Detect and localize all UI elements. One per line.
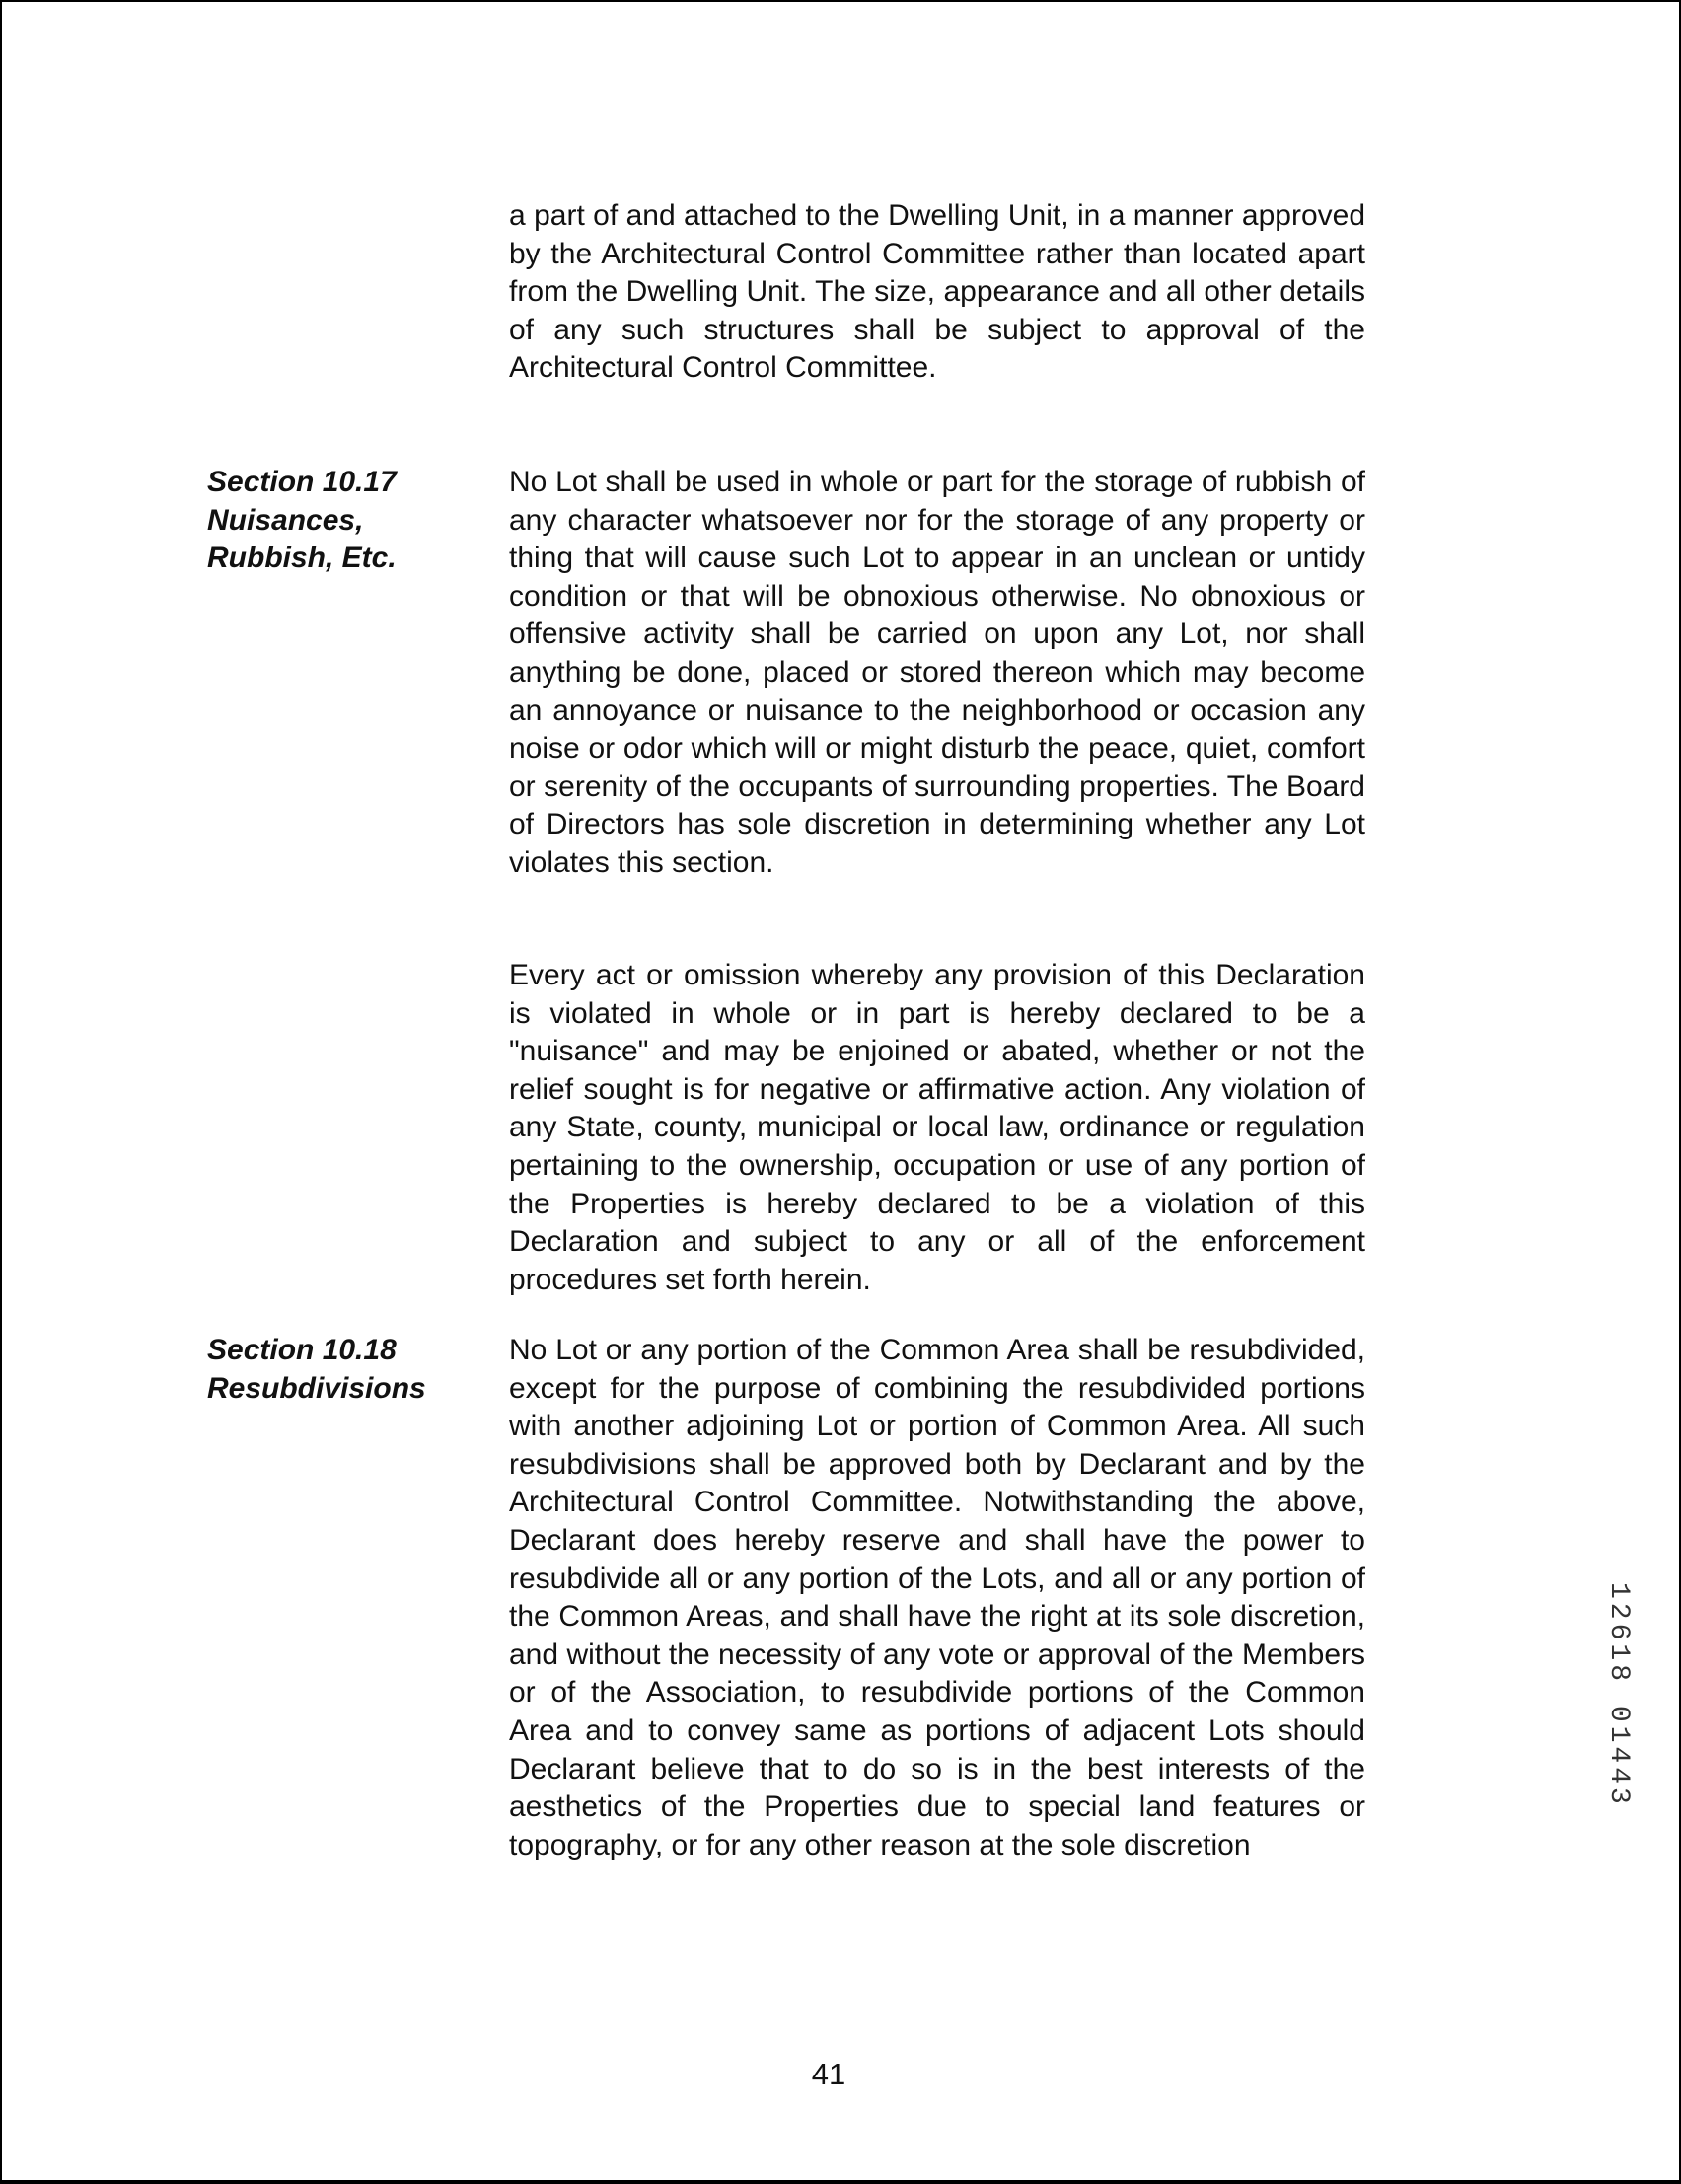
- recording-stamp: 12618 01443: [1603, 1582, 1634, 1808]
- section-10-17-number: Section 10.17: [207, 466, 397, 498]
- section-10-17-paragraph-1: No Lot shall be used in whole or part for the storage of rubbish of any character whatsoever nor for the storage of any property or thing that will cause such Lot to appear in an unclean or untidy condition or that will be obnoxious otherwise. No obnoxious or offensive activity shall be carried on upon any Lot, nor shall anything be done, placed or stored thereon which may become an annoyance or nuisance to the neighborhood or occasion any noise or odor which will or might disturb the peace, quiet, comfort or serenity of the occupants of surrounding properties. The Board of Directors has sole discretion in determining whether any Lot violates this section.: [509, 466, 1365, 879]
- scan-border-top: [0, 0, 1681, 2]
- section-10-17-title-line1: Nuisances,: [207, 503, 364, 537]
- scan-border-bottom: [0, 2180, 1681, 2184]
- section-10-18-number: Section 10.18: [207, 1334, 397, 1366]
- section-10-17-title-line2: Rubbish, Etc.: [207, 542, 397, 575]
- section-10-18-heading: [207, 1332, 493, 1408]
- section-10-18-title: Resubdivisions: [207, 1371, 426, 1405]
- continued-paragraph: a part of and attached to the Dwelling Unit, in a manner approved by the Architectural Control Committee rather than located apart from the Dwelling Unit. The size, appearance and all other details of any such structures shall be subject to approval of the Architectural Control Committee.: [509, 199, 1365, 385]
- section-10-18-paragraph: No Lot or any portion of the Common Area shall be resubdivided, except for the purpose of combining the resubdivided portions with another adjoining Lot or portion of Common Area. All such resubdivisions shall be approved both by Declarant and by the Architectural Control Committee. Notwithstanding the above, Declarant does hereby reserve and shall have the power to resubdivide all or any portion of the Lots, and all or any portion of the Common Areas, and shall have the right at its sole discretion, and without the necessity of any vote or approval of the Members or of the Association, to resubdivide portions of the Common Area and to convey same as portions of adjacent Lots should Declarant believe that to do so is in the best interests of the aesthetics of the Properties due to special land features or topography, or for any other reason at the sole discretion: [509, 1334, 1365, 1861]
- page-number: 41: [811, 2057, 846, 2091]
- scan-border-left: [0, 0, 2, 2184]
- section-10-17-heading: [207, 464, 493, 578]
- section-10-17-paragraph-2: Every act or omission whereby any provision of this Declaration is violated in whole or in part is hereby declared to be a "nuisance" and may be enjoined or abated, whether or not the relief sought is for negative or affirmative action. Any violation of any State, county, municipal or local law, ordinance or regulation pertaining to the ownership, occupation or use of any portion of the Properties is hereby declared to be a violation of this Declaration and subject to any or all of the enforcement procedures set forth herein.: [509, 959, 1365, 1296]
